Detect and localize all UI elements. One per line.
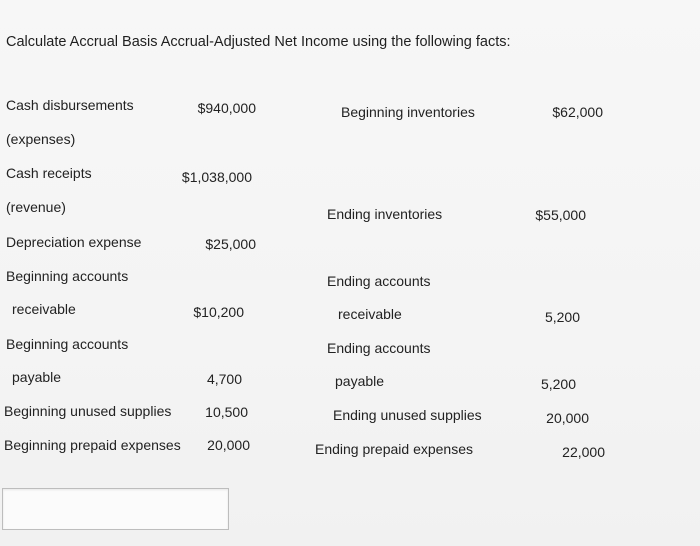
revenue-label: (revenue) <box>6 199 66 215</box>
ending-inventories-value: $55,000 <box>535 207 586 223</box>
ending-prepaid-label: Ending prepaid expenses <box>315 441 474 457</box>
cash-disbursements-label: Cash disbursements <box>6 97 134 113</box>
ending-ar-label: Ending accounts <box>327 273 431 289</box>
cash-disbursements-value: $940,000 <box>197 100 256 116</box>
answer-input[interactable] <box>2 488 229 530</box>
beginning-supplies-value: 10,500 <box>205 404 248 420</box>
beginning-ar-label: Beginning accounts <box>6 268 129 284</box>
depreciation-expense-value: $25,000 <box>205 236 256 252</box>
ending-supplies-label: Ending unused supplies <box>333 407 482 423</box>
ending-ar-value: 5,200 <box>544 309 580 325</box>
depreciation-expense-label: Depreciation expense <box>6 234 142 250</box>
ending-ap-label-cont: payable <box>335 373 385 389</box>
beginning-ap-label: Beginning accounts <box>6 336 129 352</box>
beginning-prepaid-label: Beginning prepaid expenses <box>4 437 181 453</box>
problem-title: Calculate Accrual Basis Accrual-Adjusted Net Income using the following facts: <box>6 34 511 50</box>
beginning-ap-value: 4,700 <box>206 371 242 387</box>
beginning-ap-label-cont: payable <box>12 369 62 385</box>
cash-receipts-value: $1,038,000 <box>181 169 252 185</box>
beginning-inventories-label: Beginning inventories <box>341 104 475 120</box>
ending-supplies-value: 20,000 <box>546 410 589 426</box>
beginning-ar-value: $10,200 <box>193 304 244 320</box>
beginning-inventories-value: $62,000 <box>552 104 603 120</box>
beginning-ar-label-cont: receivable <box>12 301 76 317</box>
ending-ap-value: 5,200 <box>540 376 576 392</box>
ending-ap-label: Ending accounts <box>327 340 431 356</box>
beginning-prepaid-value: 20,000 <box>207 437 250 453</box>
ending-ar-label-cont: receivable <box>338 306 402 322</box>
expenses-label: (expenses) <box>6 131 76 147</box>
ending-prepaid-value: 22,000 <box>562 444 605 460</box>
ending-inventories-label: Ending inventories <box>327 206 443 222</box>
cash-receipts-label: Cash receipts <box>6 165 92 181</box>
beginning-supplies-label: Beginning unused supplies <box>4 403 172 419</box>
